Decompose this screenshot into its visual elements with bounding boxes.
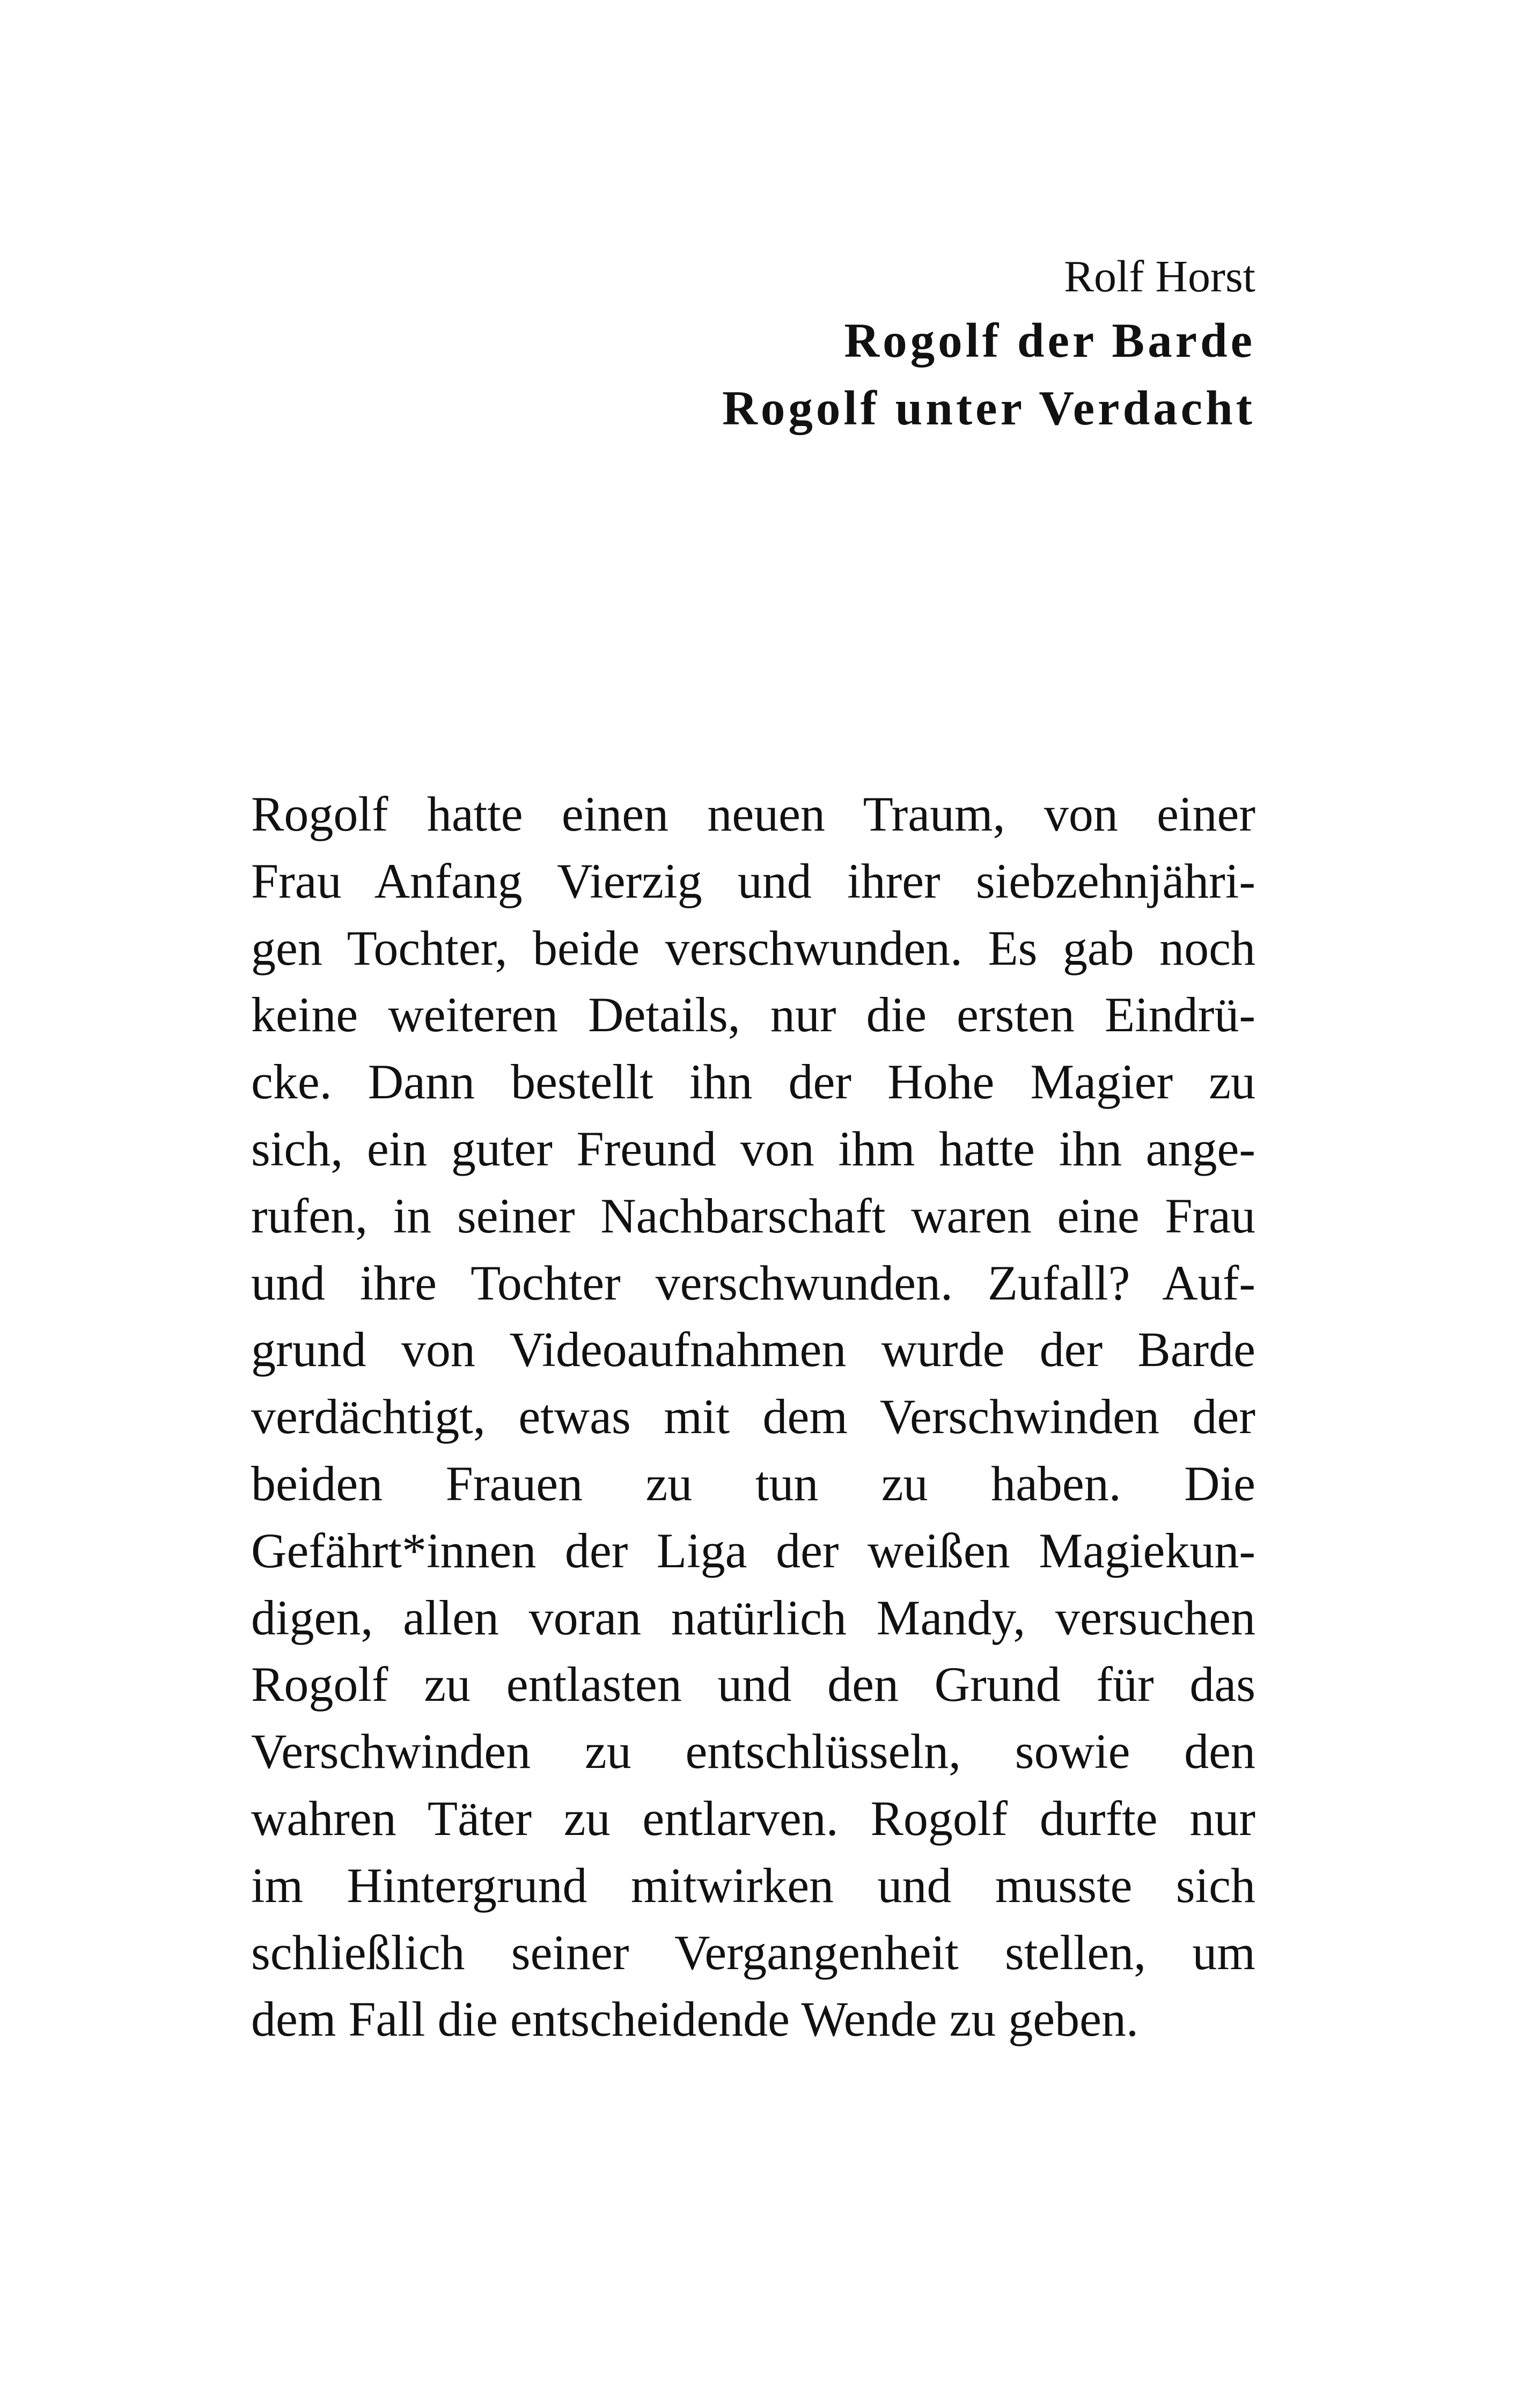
blurb-line: Gefährt*innen der Liga der weißen Magiekun- [251,1523,1255,1578]
blurb-line: gen Tochter, beide verschwunden. Es gab noch [251,920,1255,975]
blurb-line: verdächtigt, etwas mit dem Verschwinden der [251,1389,1255,1444]
blurb-line: schließlich seiner Vergangenheit stellen, um [251,1925,1255,1980]
blurb-line: Rogolf hatte einen neuen Traum, von einer [251,787,1255,841]
blurb-line: Verschwinden zu entschlüsseln, sowie den [251,1724,1255,1779]
blurb-line: Rogolf zu entlasten und den Grund für das [251,1657,1255,1712]
series-title: Rogolf der Barde [844,313,1255,368]
blurb-text [251,781,1255,2053]
blurb-line: und ihre Tochter verschwunden. Zufall? Auf- [251,1255,1255,1310]
blurb-line: Frau Anfang Vierzig und ihrer siebzehnjähri- [251,853,1255,908]
blurb-line: keine weiteren Details, nur die ersten Eindrü- [251,987,1255,1043]
blurb-line: cke. Dann bestellt ihn der Hohe Magier zu [251,1054,1255,1110]
blurb-line: wahren Täter zu entlarven. Rogolf durfte nur [251,1790,1255,1846]
title-block [397,247,1255,442]
blurb-line: beiden Frauen zu tun zu haben. Die [251,1456,1255,1511]
blurb-line: grund von Videoaufnahmen wurde der Barde [251,1322,1255,1377]
blurb-line: digen, allen voran natürlich Mandy, versuchen [251,1590,1255,1645]
blurb-line: dem Fall die entscheidende Wende zu geben. [251,1992,1138,2047]
blurb-line: rufen, in seiner Nachbarschaft waren eine Frau [251,1188,1255,1243]
blurb-line: im Hintergrund mitwirken und musste sich [251,1858,1255,1913]
author-name: Rolf Horst [1064,252,1255,302]
blurb-line: sich, ein guter Freund von ihm hatte ihn ange- [251,1121,1255,1176]
book-title: Rogolf unter Verdacht [722,381,1255,435]
